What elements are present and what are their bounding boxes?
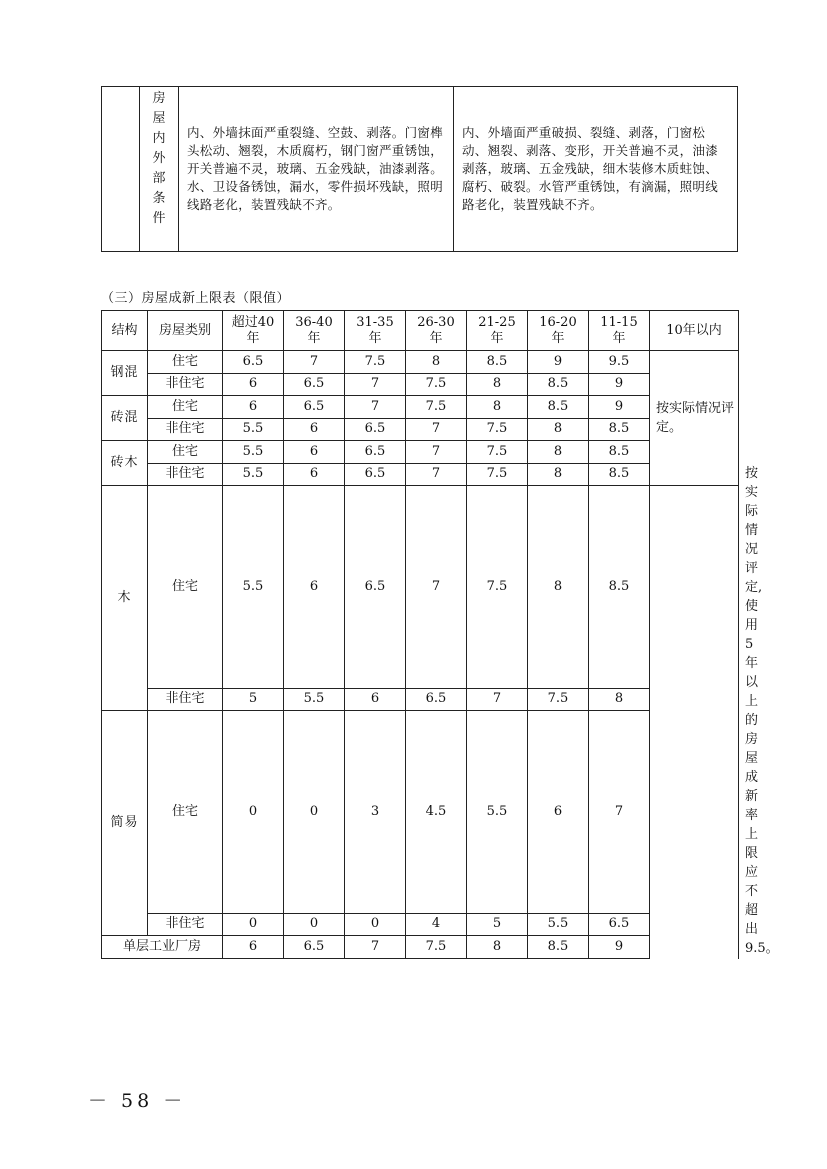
value-cell: 6.5 — [284, 396, 345, 419]
structure-cell: 木 — [102, 486, 148, 711]
header-structure: 结构 — [102, 311, 148, 351]
value-cell: 5 — [223, 688, 284, 711]
value-cell: 7 — [589, 711, 650, 914]
value-cell: 7 — [345, 373, 406, 396]
value-cell: 9 — [528, 351, 589, 374]
header-category: 房屋类别 — [148, 311, 223, 351]
value-cell: 6.5 — [345, 418, 406, 441]
label-char: 件 — [152, 211, 166, 226]
value-cell: 8 — [406, 351, 467, 374]
value-cell: 6.5 — [345, 463, 406, 486]
value-cell: 5.5 — [223, 418, 284, 441]
value-cell: 7.5 — [467, 418, 528, 441]
table-row — [102, 688, 739, 711]
value-cell: 7 — [406, 418, 467, 441]
value-cell: 7 — [467, 688, 528, 711]
value-cell: 8 — [528, 486, 589, 689]
label-char: 条 — [152, 191, 166, 206]
value-cell: 7 — [406, 486, 467, 689]
label-char: 屋 — [152, 111, 166, 126]
value-cell: 8 — [467, 396, 528, 419]
condition-description-b: 内、外墙面严重破损、裂缝、剥落，门窗松动、翘裂、剥落、变形，开关普遍不灵，油漆剥落，玻璃、五金残缺，细木装修木质蛀蚀、腐朽、破裂。水管严重锈蚀，有滴漏，照明线路老化，装置残缺不齐。 — [454, 87, 738, 252]
value-cell: 9 — [589, 373, 650, 396]
table-row: 非住宅 5.5 6 6.5 7 7.5 8 8.5 按实际情况评定,使用5年以上的房屋成新率上限应不超出9.5。 — [102, 463, 739, 486]
value-cell: 7.5 — [345, 351, 406, 374]
table-row — [102, 936, 739, 959]
value-cell: 0 — [284, 913, 345, 936]
value-cell: 6.5 — [223, 351, 284, 374]
value-cell: 6.5 — [406, 688, 467, 711]
note-cell: 按实际情况评定。 — [650, 351, 739, 486]
header-period: 超过40 年 — [223, 311, 284, 351]
table-caption: （三）房屋成新上限表（限值） — [101, 291, 291, 306]
value-cell: 6 — [223, 936, 284, 959]
label-char: 房 — [152, 91, 166, 106]
value-cell: 6.5 — [284, 936, 345, 959]
value-cell: 6 — [223, 396, 284, 419]
structure-cell: 砖混 — [102, 396, 148, 441]
value-cell: 5.5 — [223, 441, 284, 464]
value-cell: 7.5 — [467, 486, 528, 689]
value-cell: 9 — [589, 396, 650, 419]
value-cell: 7.5 — [467, 463, 528, 486]
table-row — [102, 711, 739, 914]
value-cell: 6 — [284, 463, 345, 486]
table-row — [102, 913, 739, 936]
value-cell: 6 — [284, 486, 345, 689]
header-period: 31-35 年 — [345, 311, 406, 351]
value-cell: 8 — [589, 688, 650, 711]
value-cell: 7 — [406, 441, 467, 464]
value-cell: 9 — [589, 936, 650, 959]
value-cell: 5 — [467, 913, 528, 936]
category-cell: 住宅 — [148, 441, 223, 464]
header-period: 11-15 年 — [589, 311, 650, 351]
label-char: 内 — [152, 131, 166, 146]
condition-table-fragment — [101, 86, 738, 252]
value-cell: 6 — [223, 373, 284, 396]
value-cell: 7 — [345, 936, 406, 959]
structure-cell: 钢混 — [102, 351, 148, 396]
value-cell: 0 — [223, 913, 284, 936]
category-cell: 非住宅 — [148, 688, 223, 711]
value-cell: 7.5 — [467, 441, 528, 464]
category-cell: 住宅 — [148, 486, 223, 689]
category-cell: 住宅 — [148, 351, 223, 374]
value-cell: 5.5 — [284, 688, 345, 711]
header-period: 26-30 年 — [406, 311, 467, 351]
table-row — [102, 418, 739, 441]
value-cell: 6 — [284, 441, 345, 464]
value-cell: 6 — [528, 711, 589, 914]
value-cell: 5.5 — [223, 463, 284, 486]
value-cell: 6.5 — [345, 486, 406, 689]
value-cell: 8.5 — [528, 936, 589, 959]
page-number: － 58 － — [88, 1090, 187, 1112]
value-cell: 5.5 — [467, 711, 528, 914]
header-row — [102, 311, 739, 351]
value-cell: 8 — [528, 463, 589, 486]
value-cell: 6 — [345, 688, 406, 711]
category-cell: 非住宅 — [148, 373, 223, 396]
value-cell: 4.5 — [406, 711, 467, 914]
value-cell: 8.5 — [528, 373, 589, 396]
depreciation-limit-table — [101, 310, 779, 959]
value-cell: 7 — [284, 351, 345, 374]
table-row — [102, 373, 739, 396]
table-row — [102, 351, 739, 374]
value-cell: 8 — [528, 441, 589, 464]
value-cell: 6.5 — [589, 913, 650, 936]
table-row — [102, 486, 739, 689]
category-cell: 非住宅 — [148, 913, 223, 936]
value-cell: 6 — [284, 418, 345, 441]
value-cell: 5.5 — [528, 913, 589, 936]
table-row — [102, 441, 739, 464]
value-cell: 7 — [345, 396, 406, 419]
value-cell: 8.5 — [589, 441, 650, 464]
value-cell: 4 — [406, 913, 467, 936]
value-cell: 8 — [467, 936, 528, 959]
value-cell: 7.5 — [406, 396, 467, 419]
value-cell: 5.5 — [223, 486, 284, 689]
category-cell: 住宅 — [148, 396, 223, 419]
header-period: 21-25 年 — [467, 311, 528, 351]
value-cell: 6.5 — [345, 441, 406, 464]
value-cell: 8 — [528, 418, 589, 441]
industrial-label-cell: 单层工业厂房 — [102, 936, 223, 959]
header-period: 36-40 年 — [284, 311, 345, 351]
value-cell: 8.5 — [589, 486, 650, 689]
structure-cell: 砖木 — [102, 441, 148, 486]
value-cell: 8.5 — [528, 396, 589, 419]
value-cell: 6.5 — [284, 373, 345, 396]
category-cell: 非住宅 — [148, 463, 223, 486]
header-within-10-years: 10年以内 — [650, 311, 739, 351]
value-cell: 8.5 — [589, 418, 650, 441]
row-label-interior-exterior — [140, 87, 179, 252]
value-cell: 8 — [467, 373, 528, 396]
label-char: 外 — [152, 151, 166, 166]
condition-description-a: 内、外墙抹面严重裂缝、空鼓、剥落。门窗榫头松动、翘裂，木质腐朽，钢门窗严重锈蚀，开关普遍不灵，玻璃、五金残缺，油漆剥落。水、卫设备锈蚀，漏水，零件损坏残缺，照明线路老化，装置残缺不齐。 — [179, 87, 454, 252]
value-cell: 9.5 — [589, 351, 650, 374]
value-cell: 8.5 — [589, 463, 650, 486]
header-period: 16-20 年 — [528, 311, 589, 351]
value-cell: 3 — [345, 711, 406, 914]
value-cell: 8.5 — [467, 351, 528, 374]
empty-label-cell — [102, 87, 140, 252]
value-cell: 0 — [345, 913, 406, 936]
condition-row — [102, 87, 738, 252]
value-cell: 0 — [223, 711, 284, 914]
value-cell: 7 — [406, 463, 467, 486]
value-cell: 7.5 — [406, 936, 467, 959]
value-cell: 7.5 — [528, 688, 589, 711]
structure-cell: 简易 — [102, 711, 148, 936]
category-cell: 住宅 — [148, 711, 223, 914]
value-cell: 0 — [284, 711, 345, 914]
table-row — [102, 396, 739, 419]
category-cell: 非住宅 — [148, 418, 223, 441]
value-cell: 7.5 — [406, 373, 467, 396]
label-char: 部 — [152, 171, 166, 186]
